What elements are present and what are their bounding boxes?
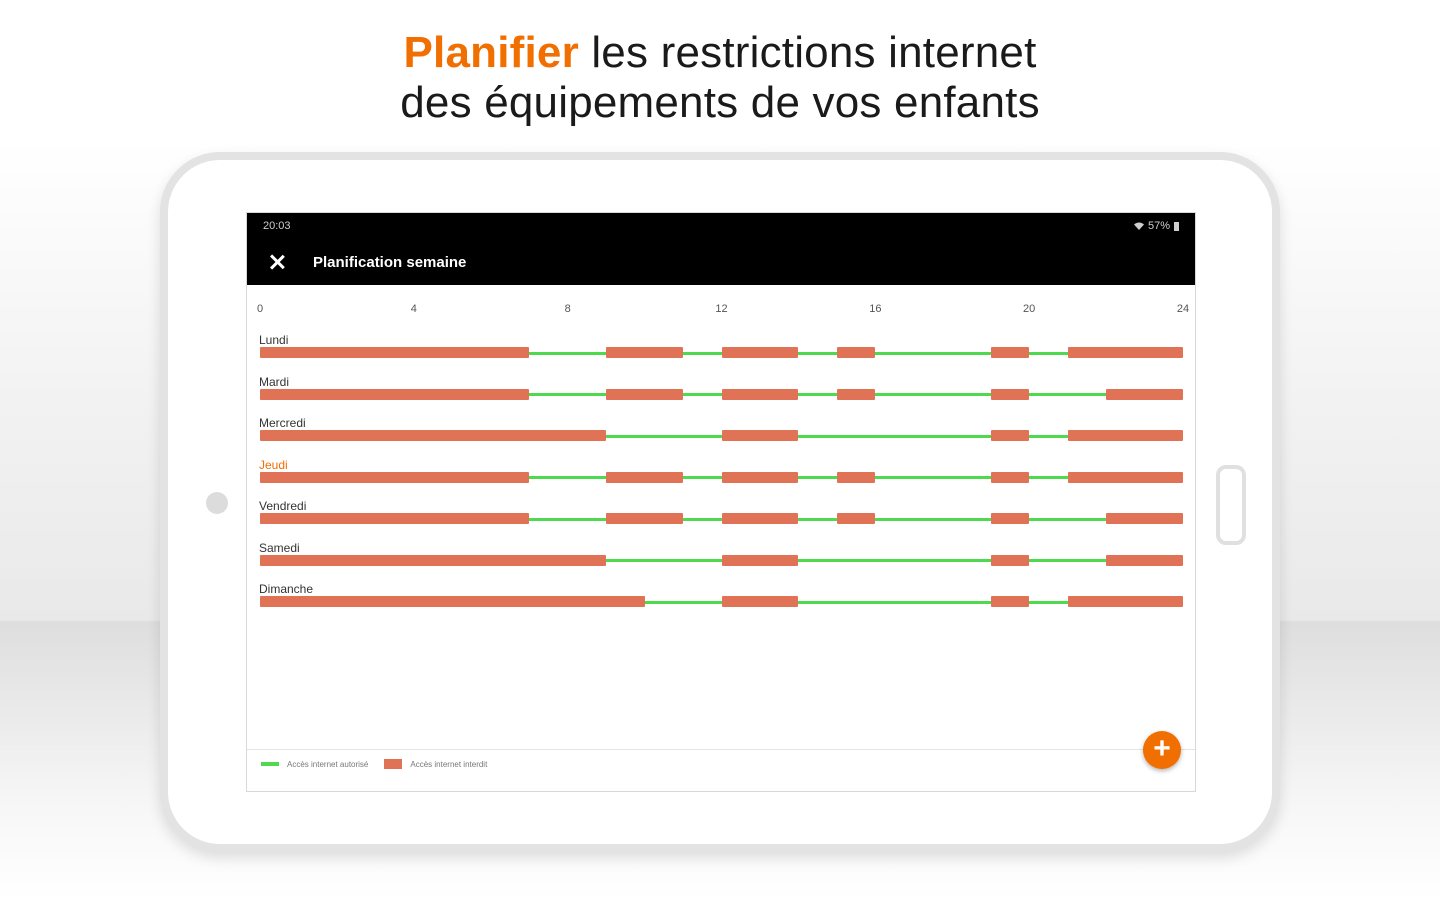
day-row[interactable] xyxy=(247,375,1196,415)
blocked-time-segment[interactable] xyxy=(606,389,683,400)
battery-level: 57% xyxy=(1147,220,1170,232)
day-label: Lundi xyxy=(259,333,289,347)
status-bar xyxy=(247,213,1195,239)
blocked-time-segment[interactable] xyxy=(1068,430,1183,441)
blocked-time-segment[interactable] xyxy=(1106,513,1183,524)
blocked-time-segment[interactable] xyxy=(991,347,1029,358)
legend-blocked-label: Accès internet interdit xyxy=(410,759,488,769)
blocked-time-segment[interactable] xyxy=(837,472,875,483)
blocked-time-segment[interactable] xyxy=(722,430,799,441)
blocked-time-segment[interactable] xyxy=(260,596,645,607)
day-timeline[interactable] xyxy=(247,347,1196,359)
footer-divider xyxy=(247,749,1196,750)
hour-tick-label: 4 xyxy=(410,303,417,315)
day-row[interactable] xyxy=(247,458,1196,498)
legend xyxy=(261,759,487,769)
blocked-time-segment[interactable] xyxy=(991,555,1029,566)
blocked-time-segment[interactable] xyxy=(260,389,529,400)
blocked-time-segment[interactable] xyxy=(1068,472,1183,483)
day-row[interactable] xyxy=(247,582,1196,622)
day-row[interactable] xyxy=(247,416,1196,456)
day-label: Vendredi xyxy=(259,499,307,513)
blocked-time-segment[interactable] xyxy=(1068,347,1183,358)
blocked-time-segment[interactable] xyxy=(722,513,799,524)
blocked-time-segment[interactable] xyxy=(837,347,875,358)
blocked-time-segment[interactable] xyxy=(260,513,529,524)
blocked-time-segment[interactable] xyxy=(991,596,1029,607)
hour-tick-label: 16 xyxy=(869,303,882,315)
hour-tick-label: 8 xyxy=(564,303,571,315)
day-label: Jeudi xyxy=(259,457,288,472)
blocked-time-segment[interactable] xyxy=(991,430,1029,441)
wifi-icon xyxy=(1134,222,1144,230)
tablet-home-button[interactable] xyxy=(1216,465,1246,545)
blocked-time-segment[interactable] xyxy=(260,347,529,358)
day-timeline[interactable] xyxy=(247,430,1196,442)
blocked-time-segment[interactable] xyxy=(606,347,683,358)
blocked-time-segment[interactable] xyxy=(260,472,529,483)
blocked-time-segment[interactable] xyxy=(722,472,799,483)
battery-icon xyxy=(1174,222,1179,231)
day-timeline[interactable] xyxy=(247,472,1196,484)
hour-tick-label: 0 xyxy=(256,303,264,315)
legend-allowed-label: Accès internet autorisé xyxy=(287,759,369,769)
blocked-time-segment[interactable] xyxy=(991,389,1029,400)
blocked-time-segment[interactable] xyxy=(837,389,875,400)
legend-blocked-swatch xyxy=(384,759,402,769)
app-screen xyxy=(246,212,1196,792)
hour-scale xyxy=(247,303,1196,317)
blocked-time-segment[interactable] xyxy=(991,513,1029,524)
headline-line-1 xyxy=(0,28,1440,78)
blocked-time-segment[interactable] xyxy=(991,472,1029,483)
blocked-time-segment[interactable] xyxy=(722,596,799,607)
blocked-time-segment[interactable] xyxy=(1106,389,1183,400)
hour-tick-label: 12 xyxy=(715,303,728,315)
blocked-time-segment[interactable] xyxy=(260,430,606,441)
tablet-camera xyxy=(206,492,228,514)
day-row[interactable] xyxy=(247,333,1196,373)
status-time: 20:03 xyxy=(263,220,291,232)
status-right xyxy=(1134,220,1179,232)
app-bar xyxy=(247,239,1195,285)
blocked-time-segment[interactable] xyxy=(606,513,683,524)
day-label: Mardi xyxy=(259,374,290,389)
legend-allowed-swatch xyxy=(261,762,279,766)
day-timeline[interactable] xyxy=(247,555,1196,567)
day-timeline[interactable] xyxy=(247,389,1196,401)
blocked-time-segment[interactable] xyxy=(1106,555,1183,566)
day-label: Dimanche xyxy=(259,582,314,596)
blocked-time-segment[interactable] xyxy=(722,347,799,358)
close-icon[interactable] xyxy=(267,252,287,272)
headline-line-2: des équipements de vos enfants xyxy=(400,78,1040,127)
blocked-time-segment[interactable] xyxy=(722,389,799,400)
blocked-time-segment[interactable] xyxy=(606,472,683,483)
blocked-time-segment[interactable] xyxy=(260,555,606,566)
blocked-time-segment[interactable] xyxy=(722,555,799,566)
day-timeline[interactable] xyxy=(247,596,1196,608)
hour-tick-label: 20 xyxy=(1023,303,1036,315)
headline xyxy=(0,28,1440,128)
headline-highlight: Planifier xyxy=(403,28,579,77)
page-title: Planification semaine xyxy=(313,253,467,271)
day-label: Mercredi xyxy=(259,416,306,430)
blocked-time-segment[interactable] xyxy=(1068,596,1183,607)
day-label: Samedi xyxy=(259,540,300,555)
day-row[interactable] xyxy=(247,499,1196,539)
add-schedule-button[interactable]: + xyxy=(1143,731,1181,769)
blocked-time-segment[interactable] xyxy=(837,513,875,524)
day-timeline[interactable] xyxy=(247,513,1196,525)
hour-tick-label: 24 xyxy=(1176,303,1190,315)
headline-line-1-rest: les restrictions internet xyxy=(578,28,1037,77)
day-row[interactable] xyxy=(247,541,1196,581)
